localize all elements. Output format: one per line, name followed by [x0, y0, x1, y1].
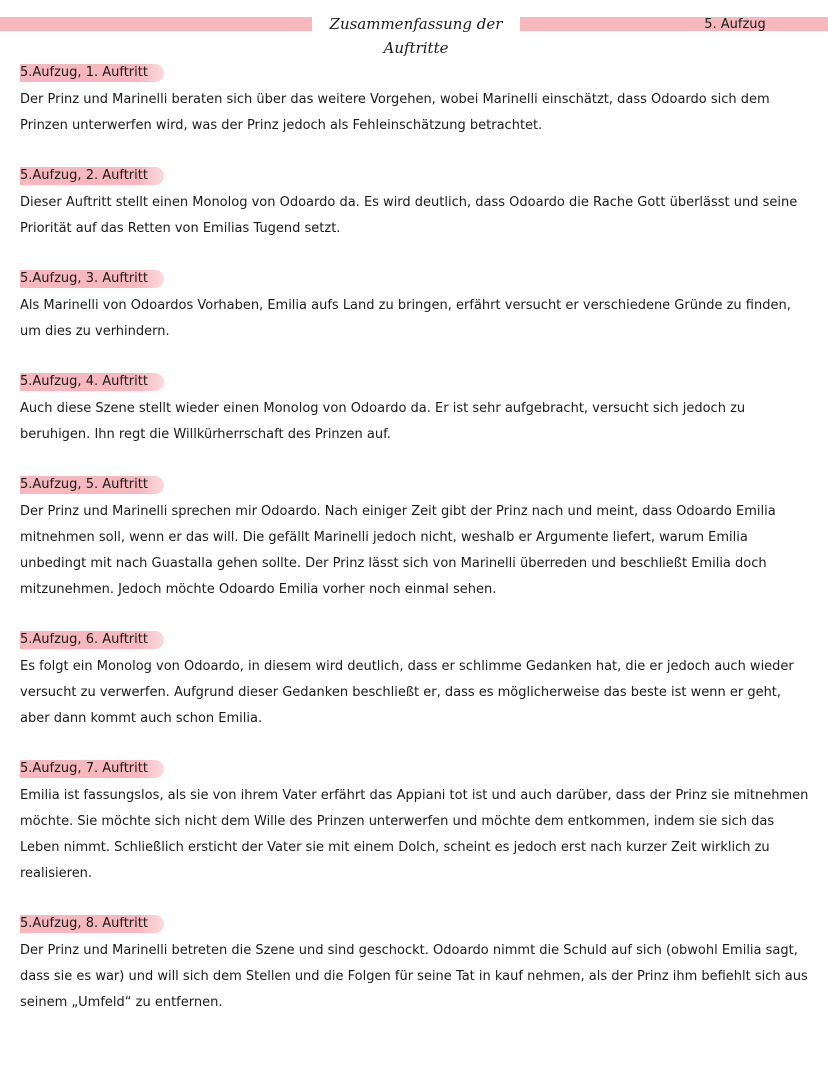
scene-heading: 5.Aufzug, 8. Auftritt [20, 915, 164, 933]
scene-2 [20, 164, 810, 242]
scene-4 [20, 370, 810, 448]
scene-summary: Der Prinz und Marinelli betreten die Szene und sind geschockt. Odoardo nimmt die Schuld auf sich (obwohl Emilia sagt, dass sie es war) und will sich dem Stellen und die Folgen für seine Tat in kauf nehmen, als der Prinz ihm befiehlt sich aus seinem „Umfeld“ zu entfernen. [20, 943, 808, 1010]
page-header [0, 14, 828, 57]
header-band-left [0, 17, 318, 31]
scene-heading: 5.Aufzug, 2. Auftritt [20, 167, 164, 185]
scene-summary: Als Marinelli von Odoardos Vorhaben, Emilia aufs Land zu bringen, erfährt versucht er verschiedene Gründe zu finden, um dies zu verhindern. [20, 298, 791, 339]
scene-summary: Es folgt ein Monolog von Odoardo, in diesem wird deutlich, dass er schlimme Gedanken hat, die er jedoch auch wieder versucht zu verwerfen. Aufgrund dieser Gedanken beschließt er, dass es möglicherweise das beste ist wenn er geht, aber dann kommt auch schon Emilia. [20, 659, 794, 726]
scene-heading: 5.Aufzug, 7. Auftritt [20, 760, 164, 778]
scene-list [20, 61, 810, 1016]
scene-summary: Auch diese Szene stellt wieder einen Monolog von Odoardo da. Er ist sehr aufgebracht, versucht sich jedoch zu beruhigen. Ihn regt die Willkürherrschaft des Prinzen auf. [20, 401, 746, 442]
header-band-right [512, 17, 828, 31]
scene-heading: 5.Aufzug, 4. Auftritt [20, 373, 164, 391]
page-title: Zusammenfassung der Auftritte [312, 12, 520, 60]
scene-summary: Der Prinz und Marinelli sprechen mir Odoardo. Nach einiger Zeit gibt der Prinz nach und meint, dass Odoardo Emilia mitnehmen soll, wenn er das will. Die gefällt Marinelli jedoch nicht, weshalb er Argumente liefert, warum Emilia unbedingt mit nach Guastalla gehen sollte. Der Prinz lässt sich von Marinelli überreden und beschließt Emilia doch mitzunehmen. Jedoch möchte Odoardo Emilia vorher noch einmal sehen. [20, 504, 776, 597]
scene-heading: 5.Aufzug, 5. Auftritt [20, 476, 164, 494]
scene-summary: Der Prinz und Marinelli beraten sich über das weitere Vorgehen, wobei Marinelli einschätzt, dass Odoardo sich dem Prinzen unterwerfen wird, was der Prinz jedoch als Fehleinschätzung betrachtet. [20, 92, 770, 133]
scene-heading: 5.Aufzug, 1. Auftritt [20, 64, 164, 82]
scene-8 [20, 912, 810, 1016]
scene-heading: 5.Aufzug, 6. Auftritt [20, 631, 164, 649]
scene-summary: Dieser Auftritt stellt einen Monolog von Odoardo da. Es wird deutlich, dass Odoardo die Rache Gott überlässt und seine Priorität auf das Retten von Emilias Tugend setzt. [20, 195, 798, 236]
scene-5 [20, 473, 810, 603]
scene-3 [20, 267, 810, 345]
scene-1 [20, 61, 810, 139]
scene-7 [20, 757, 810, 887]
section-label: 5. Aufzug [704, 17, 766, 32]
scene-6 [20, 628, 810, 732]
scene-heading: 5.Aufzug, 3. Auftritt [20, 270, 164, 288]
scene-summary: Emilia ist fassungslos, als sie von ihrem Vater erfährt das Appiani tot ist und auch darüber, dass der Prinz sie mitnehmen möchte. Sie möchte sich nicht dem Wille des Prinzen unterwerfen und möchte dem entkommen, indem sie sich das Leben nimmt. Schließlich ersticht der Vater sie mit einem Dolch, scheint es jedoch erst nach kurzer Zeit wirklich zu realisieren. [20, 788, 809, 881]
